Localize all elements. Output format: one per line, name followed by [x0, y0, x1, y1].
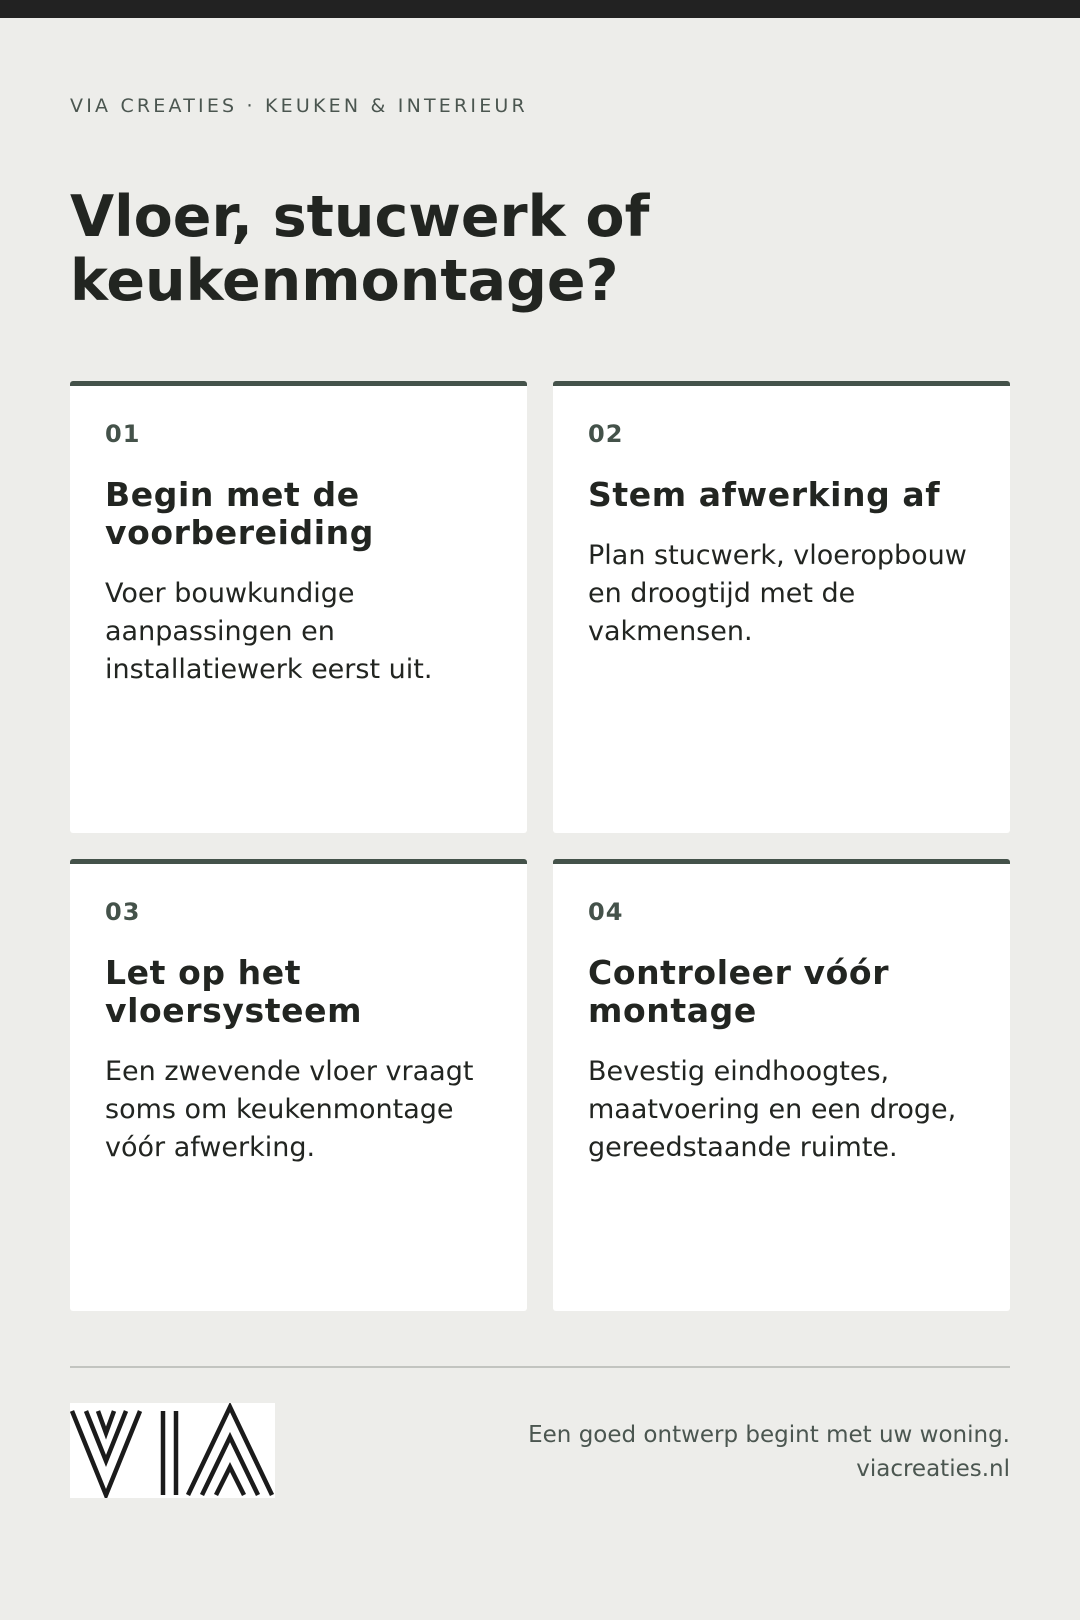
page-title: Vloer, stucwerk of keukenmontage?: [70, 184, 650, 314]
step-description: Plan stucwerk, vloeropbouw en droogtijd met de vakmensen.: [588, 540, 967, 647]
step-description: Voer bouwkundige aanpassingen en installatiewerk eerst uit.: [105, 578, 433, 685]
top-bar: [0, 0, 1080, 18]
step-title: Let op het vloersysteem: [105, 953, 363, 1030]
brand-eyebrow: VIA CREATIES · KEUKEN & INTERIEUR: [70, 95, 528, 117]
step-card-2: [553, 381, 1010, 833]
step-title: Stem afwerking af: [588, 475, 941, 514]
step-title: Controleer vóór montage: [588, 953, 890, 1030]
footer-tagline-block: [528, 1418, 1010, 1486]
footer-website: viacreaties.nl: [856, 1456, 1010, 1482]
step-card-1: [70, 381, 527, 833]
step-number: 01: [105, 420, 141, 448]
step-card-4: [553, 859, 1010, 1311]
via-logo: [70, 1403, 275, 1498]
step-title: Begin met de voorbereiding: [105, 475, 374, 552]
step-description: Bevestig eindhoogtes, maatvoering en een droge, gereedstaande ruimte.: [588, 1056, 957, 1163]
step-card-3: [70, 859, 527, 1311]
step-number: 04: [588, 898, 624, 926]
step-description: Een zwevende vloer vraagt soms om keukenmontage vóór afwerking.: [105, 1056, 474, 1163]
step-number: 02: [588, 420, 624, 448]
steps-grid: [70, 381, 1010, 1311]
footer-tagline: Een goed ontwerp begint met uw woning.: [528, 1422, 1010, 1448]
step-number: 03: [105, 898, 141, 926]
footer-divider: [70, 1366, 1010, 1368]
